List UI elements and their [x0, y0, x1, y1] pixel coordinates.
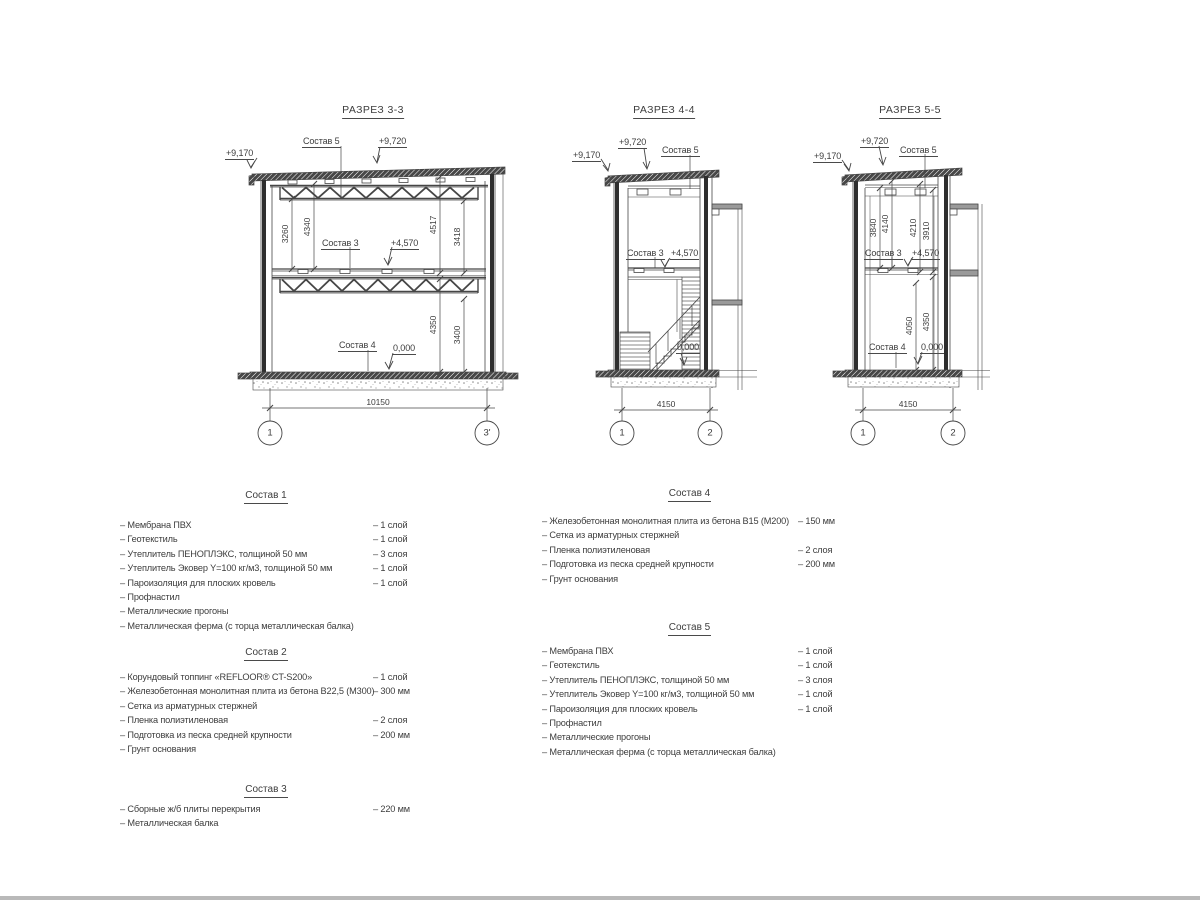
composition-item-name: – Пленка полиэтиленовая	[120, 715, 228, 726]
floor-composition-label: Состав 3	[627, 248, 664, 258]
composition-block-2	[120, 647, 412, 754]
zero-elevation-mark: 0,000	[921, 342, 944, 352]
composition-item	[120, 672, 412, 686]
composition-item-name: – Утеплитель ПЕНОПЛЭКС, толщиной 50 мм	[120, 548, 308, 559]
dimension-text: 4340	[302, 217, 312, 237]
composition-item-value: – 1 слой	[373, 563, 408, 574]
axis-bubble-label: 1	[860, 427, 866, 439]
composition-item	[542, 689, 837, 703]
composition-item-name: – Грунт основания	[120, 743, 196, 754]
composition-item	[542, 530, 837, 544]
composition-item-name: – Пароизоляция для плоских кровель	[542, 703, 698, 714]
axis-bubble-label: 2	[707, 427, 713, 439]
composition-item	[120, 744, 412, 758]
composition-item-value: – 1 слой	[373, 672, 408, 682]
section-title: РАЗРЕЗ 5-5	[879, 104, 941, 119]
composition-item	[542, 704, 837, 718]
floor-composition-label: Состав 3	[322, 238, 359, 248]
composition-title	[120, 784, 412, 795]
dimension-text: 4140	[880, 214, 890, 234]
composition-item-name: – Металлические прогоны	[542, 732, 651, 743]
floor-elevation-mark: +4,570	[391, 238, 419, 248]
composition-item-value: – 2 слоя	[373, 715, 408, 726]
composition-item-name: – Корундовый топпинг «REFLOOR® CT-S200»	[120, 672, 313, 682]
composition-item-value: – 1 слой	[798, 660, 833, 671]
composition-title	[542, 488, 837, 499]
section-4-4-drawing	[596, 148, 757, 445]
composition-item-name: – Сетка из арматурных стержней	[120, 700, 258, 711]
axis-bubble-label: 3'	[483, 427, 491, 439]
composition-item-value: – 3 слоя	[373, 548, 408, 559]
eaves-elevation-mark: +9,170	[226, 148, 254, 158]
composition-item	[542, 747, 837, 761]
composition-item-value: – 1 слой	[798, 703, 833, 714]
composition-item-value: – 200 мм	[798, 559, 835, 570]
composition-item-name: – Подготовка из песка средней крупности	[542, 559, 714, 570]
composition-item	[120, 818, 412, 832]
composition-item-name: – Профнастил	[542, 717, 602, 728]
composition-title	[542, 622, 837, 633]
roof-composition-label: Состав 5	[303, 136, 340, 146]
composition-item-value: – 3 слоя	[798, 674, 833, 685]
composition-item	[120, 621, 412, 635]
composition-item-value: – 1 слой	[373, 534, 408, 545]
composition-item	[542, 732, 837, 746]
composition-item-name: – Утеплитель Эковер Y=100 кг/м3, толщиной 50 мм	[542, 689, 755, 700]
floor-composition-label: Состав 3	[865, 248, 902, 258]
roof-elevation-mark: +9,720	[379, 136, 407, 146]
dimension-text: 3400	[452, 325, 462, 345]
composition-list	[120, 804, 412, 833]
composition-title	[120, 490, 412, 501]
composition-item-name: – Пленка полиэтиленовая	[542, 544, 650, 555]
composition-item-value: – 220 мм	[373, 804, 410, 814]
roof-elevation-mark: +9,720	[861, 136, 889, 146]
composition-title-text: Состав 4	[668, 488, 711, 502]
composition-item	[120, 520, 412, 534]
composition-item-name: – Мембрана ПВХ	[542, 646, 614, 656]
composition-list	[542, 516, 837, 588]
composition-title	[120, 647, 412, 658]
section-title: РАЗРЕЗ 4-4	[633, 104, 695, 119]
composition-item	[120, 715, 412, 729]
width-dimension-text: 4150	[656, 399, 676, 409]
composition-item-name: – Геотекстиль	[120, 534, 178, 545]
composition-item-name: – Пароизоляция для плоских кровель	[120, 577, 276, 588]
composition-item-name: – Металлические прогоны	[120, 606, 229, 617]
dimension-text: 4517	[428, 215, 438, 235]
section-title: РАЗРЕЗ 3-3	[342, 104, 404, 119]
width-dimension-text: 4150	[898, 399, 918, 409]
composition-item	[120, 606, 412, 620]
composition-item	[542, 718, 837, 732]
roof-composition-label: Состав 5	[662, 145, 699, 155]
dimension-text: 3260	[280, 224, 290, 244]
composition-item-name: – Утеплитель ПЕНОПЛЭКС, толщиной 50 мм	[542, 674, 730, 685]
composition-item-value: – 300 мм	[373, 686, 410, 697]
dimension-text: 4050	[904, 316, 914, 336]
composition-item	[120, 534, 412, 548]
axis-bubble-label: 1	[267, 427, 273, 439]
composition-item	[542, 545, 837, 559]
composition-title-text: Состав 1	[244, 490, 287, 504]
composition-item	[120, 701, 412, 715]
composition-block-4	[542, 488, 837, 584]
composition-item-name: – Железобетонная монолитная плита из бетона В15 (М200)	[542, 516, 790, 526]
composition-item	[120, 804, 412, 818]
composition-item-value: – 1 слой	[798, 689, 833, 700]
composition-item-name: – Геотекстиль	[542, 660, 600, 671]
dimension-text: 3910	[921, 221, 931, 241]
dimension-text: 4350	[428, 315, 438, 335]
dimension-text: 4350	[921, 312, 931, 332]
composition-block-3	[120, 784, 412, 829]
dimension-text: 3840	[868, 218, 878, 238]
composition-item	[120, 730, 412, 744]
composition-item	[542, 516, 837, 530]
composition-item	[542, 675, 837, 689]
width-dimension-text: 10150	[366, 397, 390, 407]
dimension-text: 3418	[452, 227, 462, 247]
composition-title-text: Состав 2	[244, 647, 287, 661]
composition-item-name: – Мембрана ПВХ	[120, 520, 192, 530]
ground-composition-label: Состав 4	[339, 340, 376, 350]
composition-item	[120, 592, 412, 606]
roof-elevation-mark: +9,720	[619, 137, 647, 147]
composition-item-name: – Металлическая балка	[120, 818, 219, 829]
composition-item-value: – 200 мм	[373, 729, 410, 740]
composition-item	[542, 559, 837, 573]
composition-item	[120, 686, 412, 700]
zero-elevation-mark: 0,000	[393, 343, 416, 353]
composition-block-5	[542, 622, 837, 757]
composition-item-name: – Металлическая ферма (с торца металлическая балка)	[120, 620, 354, 631]
window-bottom-border	[0, 896, 1200, 900]
composition-item-value: – 150 мм	[798, 516, 835, 526]
composition-item-name: – Сетка из арматурных стержней	[542, 530, 680, 541]
composition-item-name: – Металлическая ферма (с торца металлическая балка)	[542, 746, 776, 757]
composition-item	[120, 549, 412, 563]
composition-item	[120, 563, 412, 577]
composition-list	[120, 520, 412, 635]
composition-item-value: – 1 слой	[373, 577, 408, 588]
composition-list	[542, 646, 837, 761]
eaves-elevation-mark: +9,170	[814, 151, 842, 161]
composition-item-value: – 1 слой	[373, 520, 408, 530]
dimension-text: 4210	[908, 218, 918, 238]
floor-elevation-mark: +4,570	[671, 248, 699, 258]
composition-item-name: – Железобетонная монолитная плита из бетона В22,5 (М300)	[120, 686, 375, 697]
composition-item	[542, 646, 837, 660]
ground-composition-label: Состав 4	[869, 342, 906, 352]
composition-item	[120, 578, 412, 592]
composition-title-text: Состав 3	[244, 784, 287, 798]
roof-composition-label: Состав 5	[900, 145, 937, 155]
axis-bubble-label: 2	[950, 427, 956, 439]
composition-item	[542, 660, 837, 674]
composition-item-name: – Профнастил	[120, 591, 180, 602]
composition-item-name: – Грунт основания	[542, 573, 618, 584]
composition-list	[120, 672, 412, 758]
floor-elevation-mark: +4,570	[912, 248, 940, 258]
composition-item-value: – 2 слоя	[798, 544, 833, 555]
composition-item-name: – Сборные ж/б плиты перекрытия	[120, 804, 261, 814]
composition-item	[542, 574, 837, 588]
zero-elevation-mark: 0,000	[677, 342, 700, 352]
composition-item-value: – 1 слой	[798, 646, 833, 656]
composition-title-text: Состав 5	[668, 622, 711, 636]
axis-bubble-label: 1	[619, 427, 625, 439]
composition-item-name: – Утеплитель Эковер Y=100 кг/м3, толщиной 50 мм	[120, 563, 333, 574]
composition-block-1	[120, 490, 412, 631]
eaves-elevation-mark: +9,170	[573, 150, 601, 160]
composition-item-name: – Подготовка из песка средней крупности	[120, 729, 292, 740]
